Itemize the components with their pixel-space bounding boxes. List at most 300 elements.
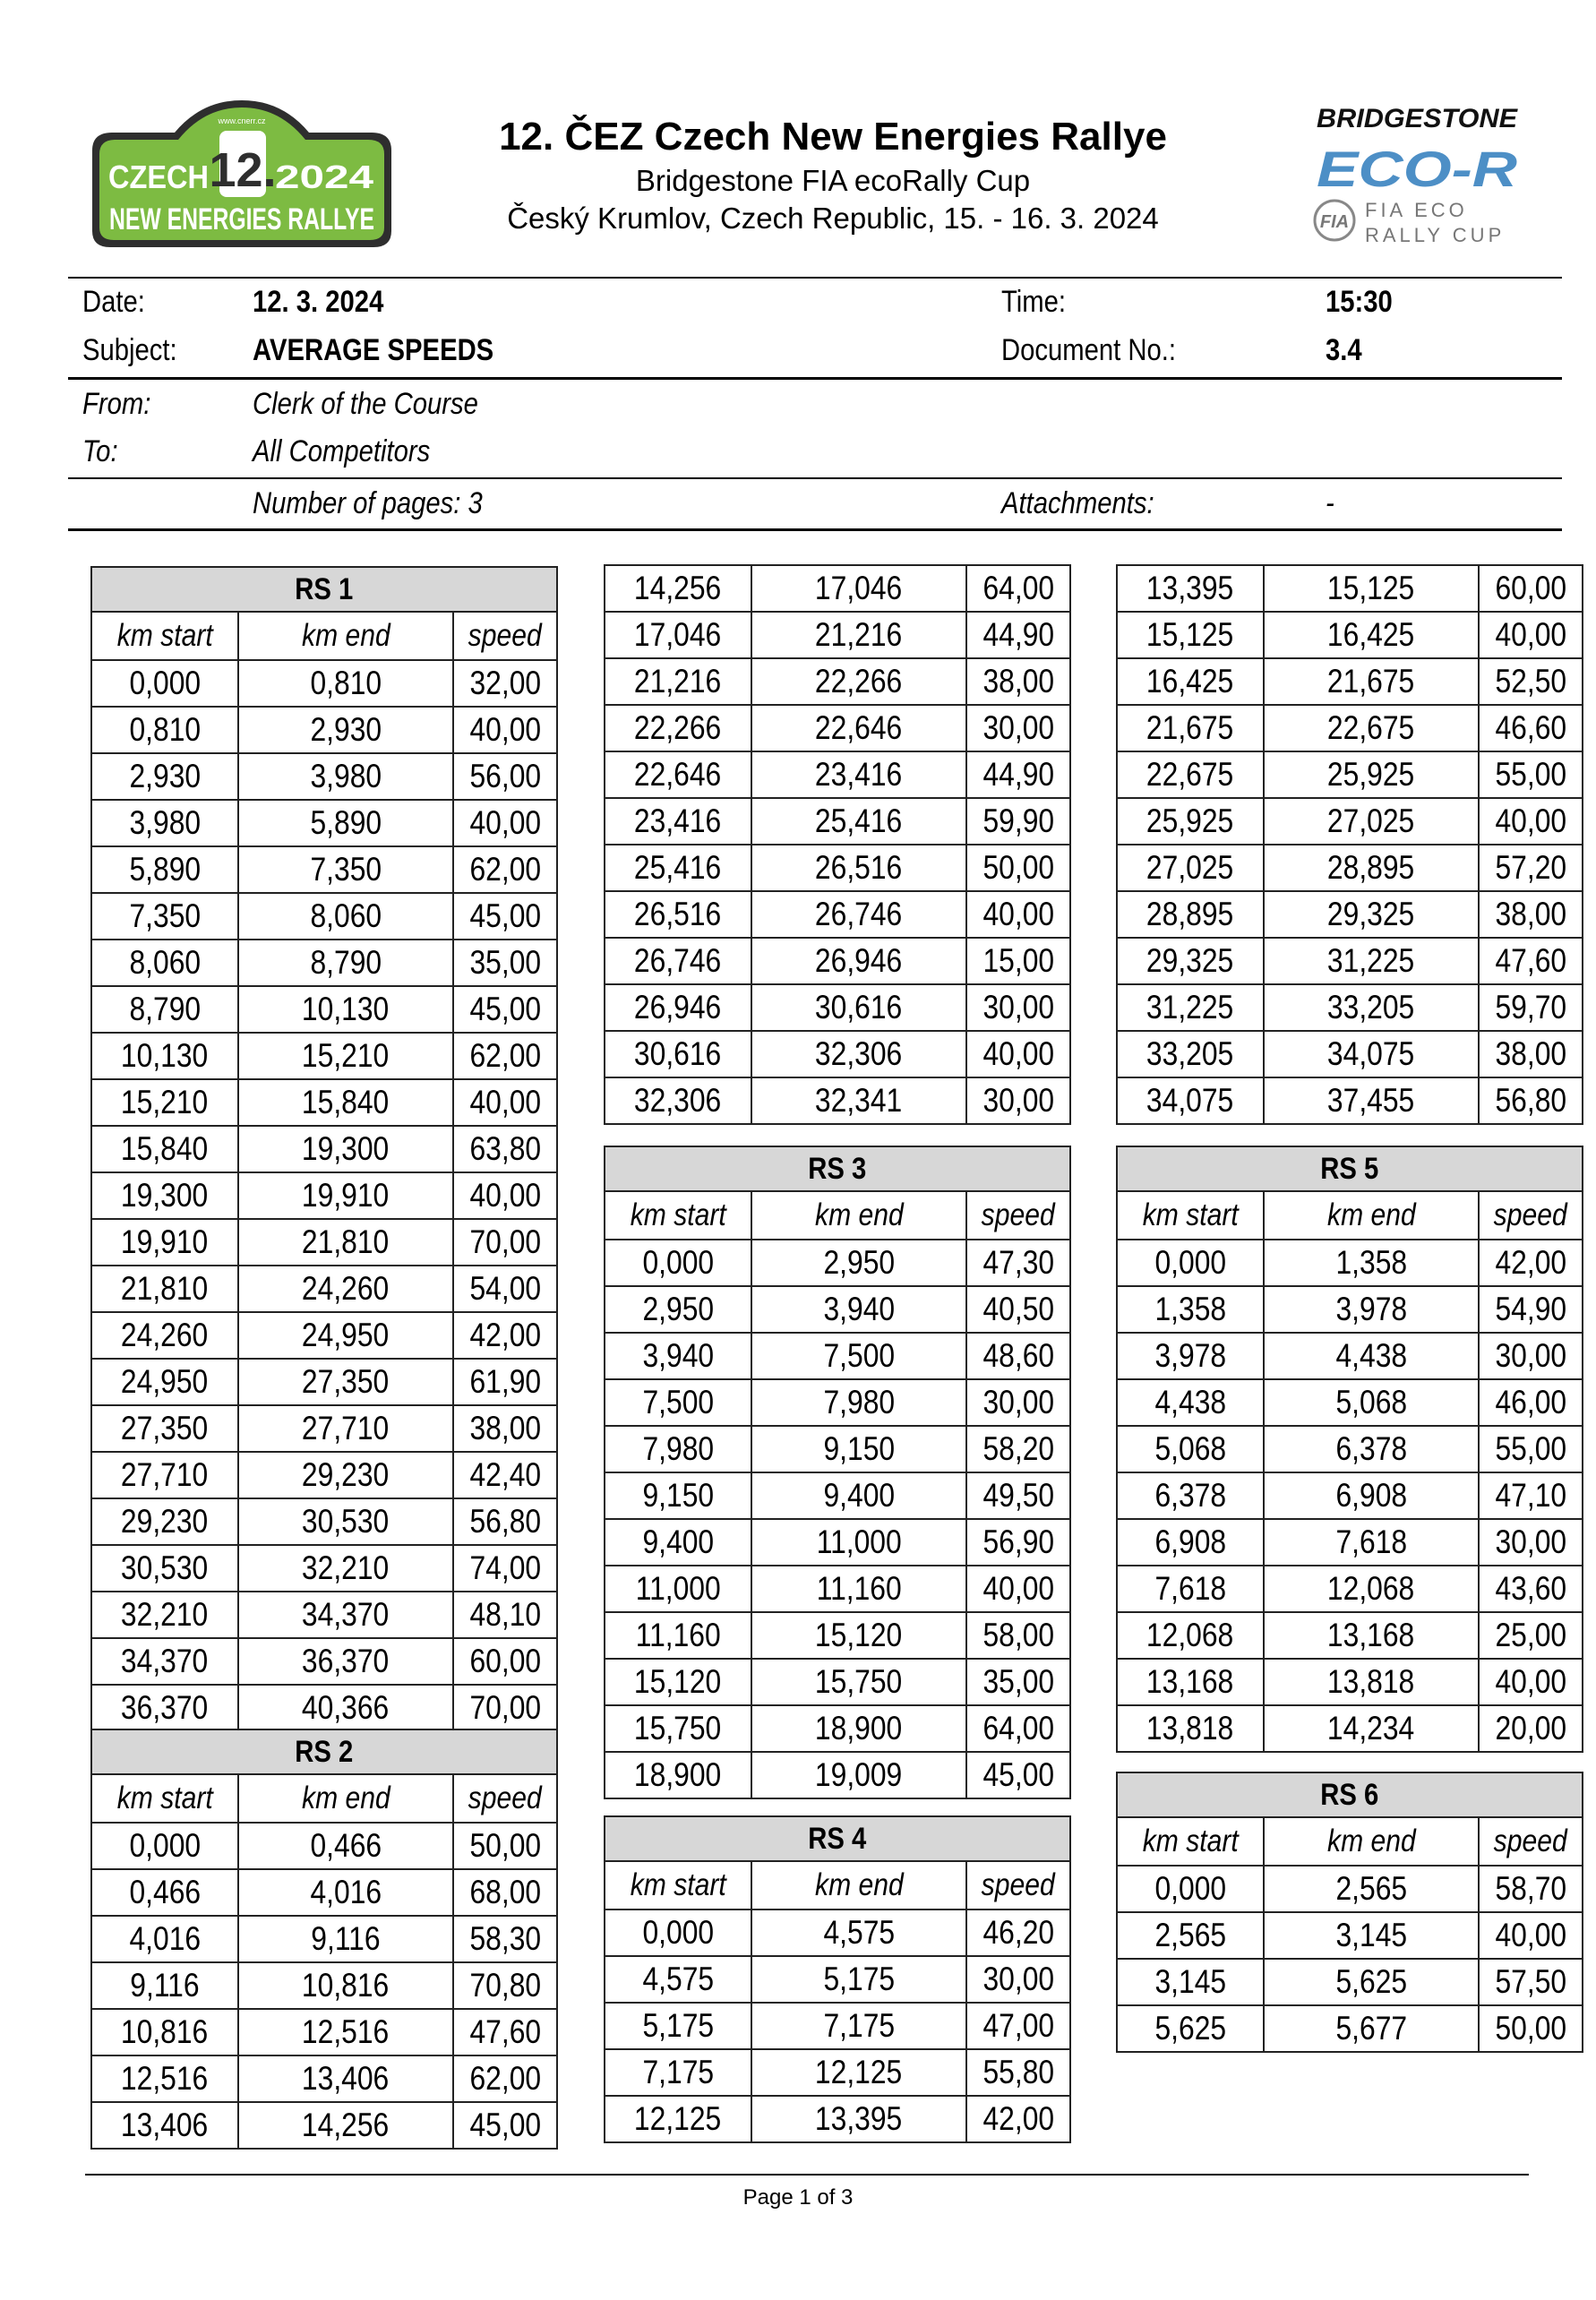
km-end-cell: 2,950 bbox=[751, 1240, 966, 1286]
km-end-cell: 13,168 bbox=[1264, 1612, 1479, 1659]
km-end-cell: 28,895 bbox=[1264, 845, 1479, 891]
attachments-label: Attachments: bbox=[1001, 486, 1154, 520]
speed-cell: 40,00 bbox=[1479, 1659, 1583, 1705]
speed-cell: 40,00 bbox=[453, 707, 557, 753]
speed-cell: 47,00 bbox=[966, 2003, 1070, 2049]
table-row bbox=[605, 1031, 1070, 1077]
km-end-cell: 25,416 bbox=[751, 798, 966, 845]
speed-cell: 43,60 bbox=[1479, 1566, 1583, 1612]
table-row bbox=[91, 1685, 557, 1731]
km-end-cell: 27,350 bbox=[238, 1359, 453, 1405]
km-end-cell: 15,125 bbox=[1264, 565, 1479, 612]
km-end-cell: 7,980 bbox=[751, 1379, 966, 1426]
speed-cell: 40,00 bbox=[453, 1172, 557, 1219]
speed-cell: 47,60 bbox=[1479, 938, 1583, 984]
speed-cell: 30,00 bbox=[966, 1077, 1070, 1124]
speed-cell: 70,00 bbox=[453, 1685, 557, 1731]
km-end-cell: 17,046 bbox=[751, 565, 966, 612]
km-end-cell: 1,358 bbox=[1264, 1240, 1479, 1286]
table-row bbox=[1117, 658, 1583, 705]
km-end-cell: 34,370 bbox=[238, 1592, 453, 1638]
table-row bbox=[1117, 1333, 1583, 1379]
speed-cell: 57,20 bbox=[1479, 845, 1583, 891]
table-row bbox=[91, 1405, 557, 1452]
table-row bbox=[91, 1592, 557, 1638]
km-start-cell: 0,810 bbox=[91, 707, 238, 753]
km-start-cell: 29,325 bbox=[1117, 938, 1264, 984]
km-end-cell: 12,516 bbox=[238, 2009, 453, 2055]
km-end-cell: 5,175 bbox=[751, 1956, 966, 2003]
table-row bbox=[91, 1126, 557, 1172]
table-row bbox=[91, 2102, 557, 2149]
km-start-cell: 0,000 bbox=[91, 660, 238, 707]
speed-cell: 32,00 bbox=[453, 660, 557, 707]
table-row bbox=[605, 1333, 1070, 1379]
speed-cell: 58,30 bbox=[453, 1916, 557, 1962]
rs4-table bbox=[604, 1815, 1071, 2143]
speed-cell: 20,00 bbox=[1479, 1705, 1583, 1752]
km-start-header: km start bbox=[91, 612, 238, 660]
km-end-cell: 31,225 bbox=[1264, 938, 1479, 984]
km-start-cell: 7,350 bbox=[91, 893, 238, 940]
table-row bbox=[91, 1869, 557, 1916]
speed-cell: 40,50 bbox=[966, 1286, 1070, 1333]
date-value: 12. 3. 2024 bbox=[253, 285, 384, 319]
speed-header: speed bbox=[1479, 1817, 1583, 1866]
speed-cell: 40,00 bbox=[1479, 1912, 1583, 1959]
speed-cell: 40,00 bbox=[966, 1031, 1070, 1077]
speed-header: speed bbox=[966, 1861, 1070, 1910]
table-row bbox=[605, 938, 1070, 984]
km-end-cell: 10,130 bbox=[238, 986, 453, 1033]
table-row bbox=[91, 1312, 557, 1359]
km-end-cell: 26,746 bbox=[751, 891, 966, 938]
rs6-table bbox=[1116, 1772, 1583, 2053]
speed-cell: 45,00 bbox=[453, 893, 557, 940]
km-end-cell: 27,025 bbox=[1264, 798, 1479, 845]
docno-value: 3.4 bbox=[1326, 333, 1362, 367]
speed-cell: 25,00 bbox=[1479, 1612, 1583, 1659]
km-end-cell: 18,900 bbox=[751, 1705, 966, 1752]
km-start-cell: 12,125 bbox=[605, 2096, 751, 2142]
speed-cell: 42,00 bbox=[1479, 1240, 1583, 1286]
table-row bbox=[91, 1638, 557, 1685]
km-start-cell: 2,565 bbox=[1117, 1912, 1264, 1959]
table-row bbox=[1117, 1659, 1583, 1705]
km-start-cell: 14,256 bbox=[605, 565, 751, 612]
stage-title: RS 5 bbox=[1117, 1146, 1583, 1191]
km-end-cell: 13,395 bbox=[751, 2096, 966, 2142]
speed-cell: 52,50 bbox=[1479, 658, 1583, 705]
table-row bbox=[91, 2055, 557, 2102]
divider bbox=[68, 528, 1562, 531]
km-end-cell: 3,980 bbox=[238, 753, 453, 800]
table-row bbox=[91, 986, 557, 1033]
km-start-cell: 15,125 bbox=[1117, 612, 1264, 658]
km-start-cell: 13,818 bbox=[1117, 1705, 1264, 1752]
km-end-cell: 7,500 bbox=[751, 1333, 966, 1379]
table-row bbox=[91, 893, 557, 940]
table-row bbox=[91, 1079, 557, 1126]
table-row bbox=[605, 2049, 1070, 2096]
table-caption-row bbox=[605, 1146, 1070, 1191]
speed-cell: 46,20 bbox=[966, 1910, 1070, 1956]
km-end-cell: 19,910 bbox=[238, 1172, 453, 1219]
km-start-cell: 7,618 bbox=[1117, 1566, 1264, 1612]
km-end-cell: 0,466 bbox=[238, 1823, 453, 1869]
speed-cell: 58,00 bbox=[966, 1612, 1070, 1659]
km-start-cell: 12,516 bbox=[91, 2055, 238, 2102]
km-end-cell: 27,710 bbox=[238, 1405, 453, 1452]
speed-cell: 70,00 bbox=[453, 1219, 557, 1266]
stage-title: RS 6 bbox=[1117, 1772, 1583, 1817]
km-start-cell: 0,000 bbox=[605, 1240, 751, 1286]
speed-cell: 54,90 bbox=[1479, 1286, 1583, 1333]
table-row bbox=[1117, 751, 1583, 798]
km-start-cell: 21,810 bbox=[91, 1266, 238, 1312]
table-row bbox=[605, 1566, 1070, 1612]
km-end-header: km end bbox=[751, 1191, 966, 1240]
rs4-continued-table bbox=[1116, 564, 1583, 1125]
table-row bbox=[91, 846, 557, 893]
speed-cell: 47,60 bbox=[453, 2009, 557, 2055]
km-start-cell: 21,675 bbox=[1117, 705, 1264, 751]
km-start-cell: 4,438 bbox=[1117, 1379, 1264, 1426]
km-end-cell: 5,068 bbox=[1264, 1379, 1479, 1426]
km-start-cell: 9,400 bbox=[605, 1519, 751, 1566]
table-header-row bbox=[605, 1861, 1070, 1910]
speed-cell: 56,80 bbox=[1479, 1077, 1583, 1124]
from-label: From: bbox=[82, 387, 151, 421]
km-start-cell: 32,306 bbox=[605, 1077, 751, 1124]
table-row bbox=[605, 798, 1070, 845]
km-start-cell: 16,425 bbox=[1117, 658, 1264, 705]
table-caption-row bbox=[91, 567, 557, 612]
table-header-row bbox=[1117, 1817, 1583, 1866]
km-end-cell: 4,016 bbox=[238, 1869, 453, 1916]
km-start-cell: 26,946 bbox=[605, 984, 751, 1031]
km-end-cell: 24,950 bbox=[238, 1312, 453, 1359]
km-start-cell: 11,000 bbox=[605, 1566, 751, 1612]
speed-cell: 58,20 bbox=[966, 1426, 1070, 1472]
speed-cell: 59,70 bbox=[1479, 984, 1583, 1031]
table-row bbox=[605, 1240, 1070, 1286]
table-row bbox=[1117, 845, 1583, 891]
logo-rally: NEW ENERGIES RALLYE bbox=[109, 202, 374, 236]
speed-cell: 55,00 bbox=[1479, 751, 1583, 798]
table-row bbox=[605, 1426, 1070, 1472]
speed-cell: 30,00 bbox=[966, 705, 1070, 751]
rs5-table bbox=[1116, 1146, 1583, 1753]
km-start-header: km start bbox=[1117, 1817, 1264, 1866]
logo-year: 2024 bbox=[275, 159, 373, 195]
km-end-cell: 21,675 bbox=[1264, 658, 1479, 705]
speed-cell: 45,00 bbox=[453, 986, 557, 1033]
table-row bbox=[91, 940, 557, 986]
table-row bbox=[1117, 1705, 1583, 1752]
table-row bbox=[91, 1172, 557, 1219]
km-end-cell: 37,455 bbox=[1264, 1077, 1479, 1124]
km-end-cell: 10,816 bbox=[238, 1962, 453, 2009]
table-row bbox=[605, 1077, 1070, 1124]
speed-cell: 30,00 bbox=[966, 984, 1070, 1031]
km-start-cell: 22,675 bbox=[1117, 751, 1264, 798]
ecor-text: ECO-R bbox=[1317, 141, 1518, 197]
km-start-cell: 32,210 bbox=[91, 1592, 238, 1638]
table-row bbox=[605, 1612, 1070, 1659]
table-row bbox=[91, 800, 557, 846]
km-end-cell: 6,908 bbox=[1264, 1472, 1479, 1519]
km-start-cell: 11,160 bbox=[605, 1612, 751, 1659]
table-header-row bbox=[91, 612, 557, 660]
table-row bbox=[605, 1705, 1070, 1752]
km-end-cell: 15,750 bbox=[751, 1659, 966, 1705]
rs3-table bbox=[604, 1146, 1071, 1799]
km-start-cell: 25,416 bbox=[605, 845, 751, 891]
km-end-cell: 7,618 bbox=[1264, 1519, 1479, 1566]
km-end-cell: 26,946 bbox=[751, 938, 966, 984]
from-value: Clerk of the Course bbox=[253, 387, 478, 421]
table-row bbox=[605, 1519, 1070, 1566]
subject-label: Subject: bbox=[82, 333, 177, 367]
km-start-cell: 0,000 bbox=[1117, 1240, 1264, 1286]
table-row bbox=[91, 1033, 557, 1079]
page-number: Page 1 of 3 bbox=[742, 2185, 854, 2210]
km-end-cell: 0,810 bbox=[238, 660, 453, 707]
km-end-cell: 13,406 bbox=[238, 2055, 453, 2102]
speed-cell: 44,90 bbox=[966, 751, 1070, 798]
speed-cell: 64,00 bbox=[966, 565, 1070, 612]
km-start-cell: 30,530 bbox=[91, 1545, 238, 1592]
km-end-cell: 5,890 bbox=[238, 800, 453, 846]
km-start-cell: 10,816 bbox=[91, 2009, 238, 2055]
table-row bbox=[1117, 1426, 1583, 1472]
speed-cell: 50,00 bbox=[1479, 2005, 1583, 2052]
km-end-cell: 36,370 bbox=[238, 1638, 453, 1685]
km-end-cell: 40,366 bbox=[238, 1685, 453, 1731]
km-start-cell: 24,950 bbox=[91, 1359, 238, 1405]
speed-cell: 58,70 bbox=[1479, 1866, 1583, 1912]
km-start-cell: 36,370 bbox=[91, 1685, 238, 1731]
table-row bbox=[1117, 612, 1583, 658]
speed-cell: 70,80 bbox=[453, 1962, 557, 2009]
table-row bbox=[1117, 1959, 1583, 2005]
km-end-cell: 14,256 bbox=[238, 2102, 453, 2149]
logo-czech: CZECH bbox=[108, 159, 209, 195]
stage-title: RS 3 bbox=[605, 1146, 1070, 1191]
km-start-cell: 34,075 bbox=[1117, 1077, 1264, 1124]
km-end-cell: 22,266 bbox=[751, 658, 966, 705]
km-end-cell: 5,677 bbox=[1264, 2005, 1479, 2052]
km-end-cell: 22,675 bbox=[1264, 705, 1479, 751]
table-row bbox=[605, 1910, 1070, 1956]
km-end-cell: 25,925 bbox=[1264, 751, 1479, 798]
km-start-cell: 31,225 bbox=[1117, 984, 1264, 1031]
table-row bbox=[1117, 938, 1583, 984]
km-start-cell: 22,646 bbox=[605, 751, 751, 798]
km-end-header: km end bbox=[1264, 1191, 1479, 1240]
table-row bbox=[91, 1498, 557, 1545]
table-row bbox=[91, 1962, 557, 2009]
km-end-cell: 9,400 bbox=[751, 1472, 966, 1519]
table-row bbox=[605, 845, 1070, 891]
rs2-continued-table bbox=[604, 564, 1071, 1125]
speed-cell: 47,30 bbox=[966, 1240, 1070, 1286]
stage-title: RS 1 bbox=[91, 567, 557, 612]
km-end-cell: 29,325 bbox=[1264, 891, 1479, 938]
table-row bbox=[1117, 1472, 1583, 1519]
speed-cell: 55,00 bbox=[1479, 1426, 1583, 1472]
table-caption-row bbox=[1117, 1772, 1583, 1817]
table-row bbox=[605, 1286, 1070, 1333]
table-row bbox=[1117, 565, 1583, 612]
speed-cell: 68,00 bbox=[453, 1869, 557, 1916]
km-end-cell: 32,341 bbox=[751, 1077, 966, 1124]
km-start-cell: 17,046 bbox=[605, 612, 751, 658]
docno-label: Document No.: bbox=[1001, 333, 1177, 367]
km-start-cell: 3,980 bbox=[91, 800, 238, 846]
table-row bbox=[605, 1472, 1070, 1519]
sponsor-logo bbox=[1309, 100, 1524, 253]
speed-cell: 40,00 bbox=[966, 1566, 1070, 1612]
table-row bbox=[1117, 1612, 1583, 1659]
km-end-cell: 23,416 bbox=[751, 751, 966, 798]
rally-cup-text: RALLY CUP bbox=[1365, 224, 1506, 246]
km-start-cell: 29,230 bbox=[91, 1498, 238, 1545]
speed-cell: 44,90 bbox=[966, 612, 1070, 658]
km-start-cell: 24,260 bbox=[91, 1312, 238, 1359]
table-row bbox=[1117, 891, 1583, 938]
km-end-cell: 8,790 bbox=[238, 940, 453, 986]
km-end-cell: 15,840 bbox=[238, 1079, 453, 1126]
table-row bbox=[605, 1752, 1070, 1798]
fia-eco-text: FIA ECO bbox=[1365, 199, 1468, 221]
speed-cell: 46,60 bbox=[1479, 705, 1583, 751]
speed-cell: 15,00 bbox=[966, 938, 1070, 984]
speed-cell: 62,00 bbox=[453, 2055, 557, 2102]
pages-count: Number of pages: 3 bbox=[253, 486, 483, 520]
km-end-cell: 3,940 bbox=[751, 1286, 966, 1333]
table-caption-row bbox=[91, 1729, 557, 1774]
km-end-cell: 3,145 bbox=[1264, 1912, 1479, 1959]
table-row bbox=[1117, 705, 1583, 751]
km-start-cell: 22,266 bbox=[605, 705, 751, 751]
km-start-cell: 13,395 bbox=[1117, 565, 1264, 612]
km-start-cell: 2,950 bbox=[605, 1286, 751, 1333]
km-start-cell: 15,840 bbox=[91, 1126, 238, 1172]
event-location: Český Krumlov, Czech Republic, 15. - 16. 3. 2024 bbox=[507, 202, 1159, 235]
speed-cell: 59,90 bbox=[966, 798, 1070, 845]
table-row bbox=[1117, 798, 1583, 845]
km-start-cell: 3,145 bbox=[1117, 1959, 1264, 2005]
km-end-cell: 19,009 bbox=[751, 1752, 966, 1798]
speed-cell: 49,50 bbox=[966, 1472, 1070, 1519]
km-end-cell: 7,350 bbox=[238, 846, 453, 893]
km-start-cell: 23,416 bbox=[605, 798, 751, 845]
km-end-cell: 11,000 bbox=[751, 1519, 966, 1566]
km-end-cell: 7,175 bbox=[751, 2003, 966, 2049]
table-row bbox=[605, 2096, 1070, 2142]
table-row bbox=[605, 565, 1070, 612]
km-end-cell: 2,565 bbox=[1264, 1866, 1479, 1912]
date-label: Date: bbox=[82, 285, 145, 319]
km-end-cell: 19,300 bbox=[238, 1126, 453, 1172]
speed-header: speed bbox=[966, 1191, 1070, 1240]
table-row bbox=[91, 1452, 557, 1498]
km-end-cell: 12,068 bbox=[1264, 1566, 1479, 1612]
speed-cell: 63,80 bbox=[453, 1126, 557, 1172]
km-start-cell: 27,350 bbox=[91, 1405, 238, 1452]
speed-cell: 46,00 bbox=[1479, 1379, 1583, 1426]
speed-cell: 40,00 bbox=[453, 1079, 557, 1126]
fia-text: FIA bbox=[1319, 212, 1350, 232]
km-end-cell: 4,438 bbox=[1264, 1333, 1479, 1379]
speed-header: speed bbox=[453, 612, 557, 660]
table-header-row bbox=[605, 1191, 1070, 1240]
table-row bbox=[605, 984, 1070, 1031]
speed-cell: 35,00 bbox=[453, 940, 557, 986]
table-row bbox=[605, 891, 1070, 938]
attachments-value: - bbox=[1326, 486, 1334, 520]
table-caption-row bbox=[605, 1816, 1070, 1861]
table-row bbox=[91, 1823, 557, 1869]
divider bbox=[68, 277, 1562, 279]
km-start-cell: 6,378 bbox=[1117, 1472, 1264, 1519]
event-title-block bbox=[421, 112, 1245, 237]
speed-cell: 50,00 bbox=[966, 845, 1070, 891]
footer-divider bbox=[85, 2174, 1529, 2176]
speed-cell: 60,00 bbox=[1479, 565, 1583, 612]
event-subtitle: Bridgestone FIA ecoRally Cup bbox=[635, 164, 1031, 197]
speed-cell: 38,00 bbox=[453, 1405, 557, 1452]
km-start-cell: 4,016 bbox=[91, 1916, 238, 1962]
speed-cell: 40,00 bbox=[1479, 798, 1583, 845]
km-end-cell: 29,230 bbox=[238, 1452, 453, 1498]
table-row bbox=[91, 707, 557, 753]
km-start-cell: 5,175 bbox=[605, 2003, 751, 2049]
speed-cell: 38,00 bbox=[1479, 1031, 1583, 1077]
km-start-cell: 0,000 bbox=[1117, 1866, 1264, 1912]
speed-cell: 61,90 bbox=[453, 1359, 557, 1405]
speed-cell: 42,00 bbox=[966, 2096, 1070, 2142]
speed-cell: 57,50 bbox=[1479, 1959, 1583, 2005]
km-start-cell: 8,060 bbox=[91, 940, 238, 986]
speed-cell: 42,00 bbox=[453, 1312, 557, 1359]
km-start-cell: 12,068 bbox=[1117, 1612, 1264, 1659]
km-start-cell: 7,980 bbox=[605, 1426, 751, 1472]
speed-cell: 54,00 bbox=[453, 1266, 557, 1312]
km-start-cell: 5,890 bbox=[91, 846, 238, 893]
km-end-cell: 2,930 bbox=[238, 707, 453, 753]
km-end-cell: 16,425 bbox=[1264, 612, 1479, 658]
km-start-cell: 28,895 bbox=[1117, 891, 1264, 938]
km-end-cell: 11,160 bbox=[751, 1566, 966, 1612]
km-end-cell: 24,260 bbox=[238, 1266, 453, 1312]
speed-cell: 62,00 bbox=[453, 846, 557, 893]
km-start-cell: 0,000 bbox=[605, 1910, 751, 1956]
speed-cell: 35,00 bbox=[966, 1659, 1070, 1705]
speed-header: speed bbox=[1479, 1191, 1583, 1240]
table-row bbox=[1117, 1866, 1583, 1912]
speed-cell: 40,00 bbox=[1479, 612, 1583, 658]
speed-cell: 74,00 bbox=[453, 1545, 557, 1592]
table-row bbox=[91, 660, 557, 707]
km-start-cell: 4,575 bbox=[605, 1956, 751, 2003]
speed-cell: 30,00 bbox=[966, 1956, 1070, 2003]
table-row bbox=[1117, 1912, 1583, 1959]
table-row bbox=[91, 1916, 557, 1962]
km-start-cell: 26,746 bbox=[605, 938, 751, 984]
